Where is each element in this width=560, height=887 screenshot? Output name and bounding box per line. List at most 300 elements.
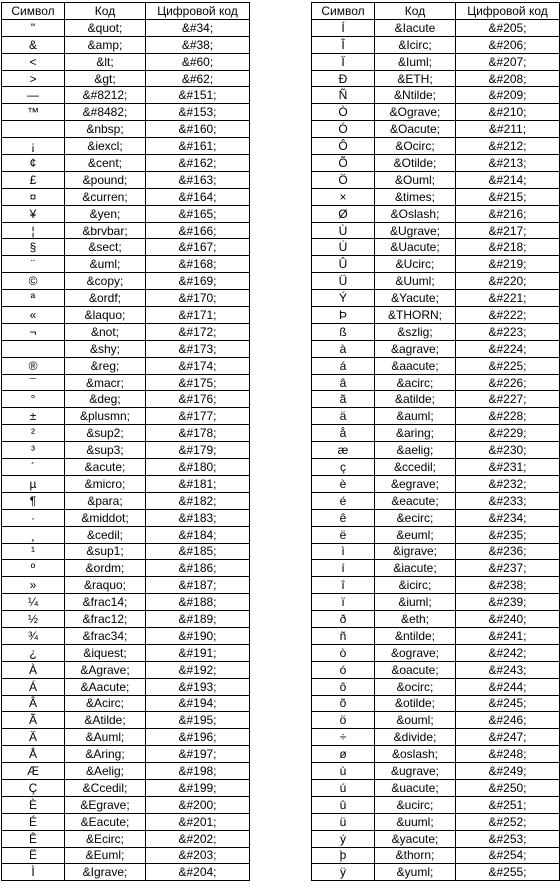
numeric-code-cell: &#255; [456,864,560,881]
symbol-cell: ¶ [2,492,65,509]
table-row [2,222,250,239]
code-cell: &Euml; [65,847,146,864]
table-row [2,408,250,425]
table-row [312,678,560,695]
code-cell: &Ouml; [375,171,456,188]
symbol-cell: Ã [2,712,65,729]
table-row [312,509,560,526]
code-cell: &times; [375,188,456,205]
numeric-code-cell: &#211; [456,121,560,138]
symbol-cell: ä [312,408,375,425]
symbol-cell: Æ [2,763,65,780]
code-cell: &uacute; [375,779,456,796]
symbol-cell: Ï [312,53,375,70]
table-row [2,577,250,594]
code-cell: &Aring; [65,746,146,763]
code-cell: &icirc; [375,577,456,594]
code-cell: &Atilde; [65,712,146,729]
table-row [312,340,560,357]
code-cell: &igrave; [375,543,456,560]
code-cell: &pound; [65,171,146,188]
table-row [312,357,560,374]
numeric-code-cell: &#179; [146,442,250,459]
table-row [2,323,250,340]
symbol-cell: Þ [312,307,375,324]
table-row [2,121,250,138]
symbol-cell: ê [312,509,375,526]
symbol-cell: Ù [312,222,375,239]
numeric-code-cell: &#175; [146,374,250,391]
table-row [312,459,560,476]
numeric-code-cell: &#219; [456,256,560,273]
numeric-code-cell: &#62; [146,70,250,87]
numeric-code-cell: &#182; [146,492,250,509]
code-cell: &Aelig; [65,763,146,780]
symbol-cell: ¸ [2,526,65,543]
numeric-code-cell: &#234; [456,509,560,526]
numeric-code-cell: &#153; [146,104,250,121]
numeric-code-cell: &#228; [456,408,560,425]
symbol-cell: ý [312,830,375,847]
table-row [2,425,250,442]
table-row [2,560,250,577]
numeric-code-cell: &#190; [146,627,250,644]
numeric-code-cell: &#164; [146,188,250,205]
numeric-code-cell: &#235; [456,526,560,543]
symbol-cell: Î [312,36,375,53]
numeric-code-cell: &#230; [456,442,560,459]
numeric-code-cell: &#248; [456,746,560,763]
code-cell: &deg; [65,391,146,408]
numeric-code-cell: &#247; [456,729,560,746]
symbol-cell: ù [312,763,375,780]
numeric-code-cell: &#199; [146,779,250,796]
code-cell: &ugrave; [375,763,456,780]
table-row [312,188,560,205]
symbol-cell: — [2,87,65,104]
symbol-cell: ¢ [2,155,65,172]
code-cell: &brvbar; [65,222,146,239]
symbol-cell: ë [312,526,375,543]
symbol-cell: ü [312,813,375,830]
table-row [2,492,250,509]
table-row [2,459,250,476]
table-row [2,509,250,526]
code-cell: &plusmn; [65,408,146,425]
symbol-cell: â [312,374,375,391]
header-row [312,3,560,20]
symbol-cell: ¡ [2,138,65,155]
code-cell: &ecirc; [375,509,456,526]
code-cell: &iquest; [65,644,146,661]
table-row [312,830,560,847]
symbol-cell: § [2,239,65,256]
code-cell: &middot; [65,509,146,526]
numeric-code-cell: &#193; [146,678,250,695]
table-row [312,222,560,239]
numeric-code-cell: &#177; [146,408,250,425]
symbol-cell: ³ [2,442,65,459]
table-row [312,205,560,222]
code-cell: &Acirc; [65,695,146,712]
table-row [2,205,250,222]
code-cell: &quot; [65,19,146,36]
numeric-code-cell: &#163; [146,171,250,188]
symbol-cell: Ô [312,138,375,155]
numeric-code-cell: &#239; [456,594,560,611]
code-cell: &sup1; [65,543,146,560]
numeric-code-cell: &#188; [146,594,250,611]
symbol-cell: ¨ [2,256,65,273]
header-symbol: Символ [312,3,375,20]
table-row [312,239,560,256]
table-row [312,577,560,594]
numeric-code-cell: &#162; [146,155,250,172]
table-row [312,19,560,36]
numeric-code-cell: &#253; [456,830,560,847]
numeric-code-cell: &#151; [146,87,250,104]
table-row [312,391,560,408]
table-row [312,712,560,729]
symbol-cell: ú [312,779,375,796]
numeric-code-cell: &#223; [456,323,560,340]
entity-rows-left [2,19,250,880]
symbol-cell: ¬ [2,323,65,340]
code-cell: &ntilde; [375,627,456,644]
symbol-cell: ¿ [2,644,65,661]
code-cell: &Oacute; [375,121,456,138]
table-row [2,239,250,256]
numeric-code-cell: &#202; [146,830,250,847]
table-row [2,155,250,172]
symbol-cell: ¯ [2,374,65,391]
symbol-cell: è [312,475,375,492]
numeric-code-cell: &#168; [146,256,250,273]
numeric-code-cell: &#250; [456,779,560,796]
table-row [2,256,250,273]
numeric-code-cell: &#204; [146,864,250,881]
numeric-code-cell: &#161; [146,138,250,155]
table-row [312,813,560,830]
numeric-code-cell: &#183; [146,509,250,526]
code-cell: &Iuml; [375,53,456,70]
code-cell: &nbsp; [65,121,146,138]
table-row [312,273,560,290]
symbol-cell: Ý [312,290,375,307]
table-row [312,847,560,864]
symbol-cell: Å [2,746,65,763]
numeric-code-cell: &#209; [456,87,560,104]
symbol-cell: í [312,560,375,577]
symbol-cell: á [312,357,375,374]
table-row [312,290,560,307]
symbol-cell [2,340,65,357]
table-row [2,273,250,290]
numeric-code-cell: &#160; [146,121,250,138]
table-row [312,560,560,577]
code-cell: &acute; [65,459,146,476]
symbol-cell: ÿ [312,864,375,881]
symbol-cell: À [2,661,65,678]
code-cell: &euml; [375,526,456,543]
symbol-cell: ð [312,611,375,628]
numeric-code-cell: &#242; [456,644,560,661]
numeric-code-cell: &#249; [456,763,560,780]
symbol-cell: ¼ [2,594,65,611]
table-row [2,695,250,712]
table-row [2,357,250,374]
numeric-code-cell: &#195; [146,712,250,729]
code-cell: &reg; [65,357,146,374]
code-cell: &laquo; [65,307,146,324]
code-cell: &iuml; [375,594,456,611]
symbol-cell: & [2,36,65,53]
table-row [2,442,250,459]
code-cell: &Otilde; [375,155,456,172]
symbol-cell: ò [312,644,375,661]
code-cell: &acirc; [375,374,456,391]
table-row [312,746,560,763]
numeric-code-cell: &#221; [456,290,560,307]
code-cell: &#8482; [65,104,146,121]
code-cell: &Icirc; [375,36,456,53]
numeric-code-cell: &#169; [146,273,250,290]
numeric-code-cell: &#213; [456,155,560,172]
numeric-code-cell: &#38; [146,36,250,53]
numeric-code-cell: &#241; [456,627,560,644]
table-row [312,475,560,492]
header-code: Код [375,3,456,20]
code-cell: &#8212; [65,87,146,104]
numeric-code-cell: &#201; [146,813,250,830]
symbol-cell: ¤ [2,188,65,205]
numeric-code-cell: &#180; [146,459,250,476]
code-cell: &eth; [375,611,456,628]
table-row [312,779,560,796]
code-cell: &otilde; [375,695,456,712]
table-row [2,340,250,357]
symbol-cell: « [2,307,65,324]
symbol-cell: © [2,273,65,290]
symbol-cell: ± [2,408,65,425]
code-cell: &raquo; [65,577,146,594]
symbol-cell: Ó [312,121,375,138]
code-cell: &ccedil; [375,459,456,476]
symbol-cell: ® [2,357,65,374]
symbol-cell: à [312,340,375,357]
numeric-code-cell: &#178; [146,425,250,442]
code-cell: &Yacute; [375,290,456,307]
code-cell: &Ntilde; [375,87,456,104]
table-row [2,188,250,205]
table-row [2,611,250,628]
table-row [2,70,250,87]
numeric-code-cell: &#174; [146,357,250,374]
code-cell: &gt; [65,70,146,87]
table-row [312,155,560,172]
code-cell: &Uuml; [375,273,456,290]
table-row [312,661,560,678]
code-cell: &lt; [65,53,146,70]
code-cell: &aelig; [375,442,456,459]
numeric-code-cell: &#212; [456,138,560,155]
symbol-cell: º [2,560,65,577]
numeric-code-cell: &#197; [146,746,250,763]
code-cell: &ouml; [375,712,456,729]
table-row [2,526,250,543]
numeric-code-cell: &#173; [146,340,250,357]
numeric-code-cell: &#215; [456,188,560,205]
symbol-cell: ½ [2,611,65,628]
symbol-cell: < [2,53,65,70]
symbol-cell: > [2,70,65,87]
table-row [2,171,250,188]
numeric-code-cell: &#185; [146,543,250,560]
symbol-cell: Ç [2,779,65,796]
symbol-cell: £ [2,171,65,188]
numeric-code-cell: &#245; [456,695,560,712]
symbol-cell: ã [312,391,375,408]
table-row [312,763,560,780]
numeric-code-cell: &#244; [456,678,560,695]
symbol-cell: Õ [312,155,375,172]
symbol-cell: Û [312,256,375,273]
code-cell: &ETH; [375,70,456,87]
numeric-code-cell: &#233; [456,492,560,509]
code-cell: &Ecirc; [65,830,146,847]
table-row [2,763,250,780]
code-cell: &sup3; [65,442,146,459]
symbol-cell: ™ [2,104,65,121]
code-cell: &iacute; [375,560,456,577]
table-row [2,138,250,155]
symbol-cell: Ì [2,864,65,881]
table-row [2,391,250,408]
table-row [2,19,250,36]
code-cell: &aring; [375,425,456,442]
table-row [2,104,250,121]
code-cell: &auml; [375,408,456,425]
numeric-code-cell: &#214; [456,171,560,188]
numeric-code-cell: &#240; [456,611,560,628]
table-row [2,475,250,492]
numeric-code-cell: &#227; [456,391,560,408]
symbol-cell: Í [312,19,375,36]
symbol-cell: ñ [312,627,375,644]
code-cell: &uml; [65,256,146,273]
code-cell: &divide; [375,729,456,746]
numeric-code-cell: &#225; [456,357,560,374]
code-cell: &para; [65,492,146,509]
numeric-code-cell: &#229; [456,425,560,442]
numeric-code-cell: &#210; [456,104,560,121]
symbol-cell: õ [312,695,375,712]
numeric-code-cell: &#217; [456,222,560,239]
table-row [312,138,560,155]
code-cell: &curren; [65,188,146,205]
table-row [2,87,250,104]
code-cell: &Igrave; [65,864,146,881]
symbol-cell: æ [312,442,375,459]
table-row [312,408,560,425]
table-row [2,678,250,695]
numeric-code-cell: &#186; [146,560,250,577]
symbol-cell: × [312,188,375,205]
code-cell: &cent; [65,155,146,172]
code-cell: &Iacute [375,19,456,36]
numeric-code-cell: &#246; [456,712,560,729]
code-cell: &frac12; [65,611,146,628]
code-cell: &Auml; [65,729,146,746]
code-cell: &szlig; [375,323,456,340]
header-numeric-code: Цифровой код [146,3,250,20]
symbol-cell: Á [2,678,65,695]
numeric-code-cell: &#222; [456,307,560,324]
entity-table-left [1,2,250,881]
code-cell: &eacute; [375,492,456,509]
symbol-cell: ï [312,594,375,611]
table-row [2,36,250,53]
symbol-cell: É [2,813,65,830]
numeric-code-cell: &#226; [456,374,560,391]
table-row [312,256,560,273]
table-row [312,695,560,712]
numeric-code-cell: &#200; [146,796,250,813]
table-row [2,290,250,307]
symbol-cell: ÷ [312,729,375,746]
code-cell: &Eacute; [65,813,146,830]
numeric-code-cell: &#176; [146,391,250,408]
symbol-cell: µ [2,475,65,492]
numeric-code-cell: &#198; [146,763,250,780]
numeric-code-cell: &#34; [146,19,250,36]
table-row [312,526,560,543]
code-cell: &oacute; [375,661,456,678]
symbol-cell: Ñ [312,87,375,104]
entity-rows-right [312,19,560,880]
code-cell: &copy; [65,273,146,290]
numeric-code-cell: &#194; [146,695,250,712]
code-cell: &THORN; [375,307,456,324]
code-cell: &uuml; [375,813,456,830]
code-cell: &Ucirc; [375,256,456,273]
numeric-code-cell: &#170; [146,290,250,307]
header-numeric-code: Цифровой код [456,3,560,20]
numeric-code-cell: &#207; [456,53,560,70]
symbol-cell: Â [2,695,65,712]
table-row [2,779,250,796]
symbol-cell: Ð [312,70,375,87]
table-row [2,53,250,70]
symbol-cell: é [312,492,375,509]
symbol-cell: Ø [312,205,375,222]
table-row [312,627,560,644]
table-row [2,307,250,324]
symbol-cell: ß [312,323,375,340]
table-row [2,712,250,729]
symbol-cell: Ë [2,847,65,864]
code-cell: &aacute; [375,357,456,374]
code-cell: &not; [65,323,146,340]
header-code: Код [65,3,146,20]
symbol-cell: ó [312,661,375,678]
symbol-cell: ç [312,459,375,476]
numeric-code-cell: &#205; [456,19,560,36]
symbol-cell: ² [2,425,65,442]
symbol-cell: Ö [312,171,375,188]
code-cell: &frac14; [65,594,146,611]
table-row [2,813,250,830]
